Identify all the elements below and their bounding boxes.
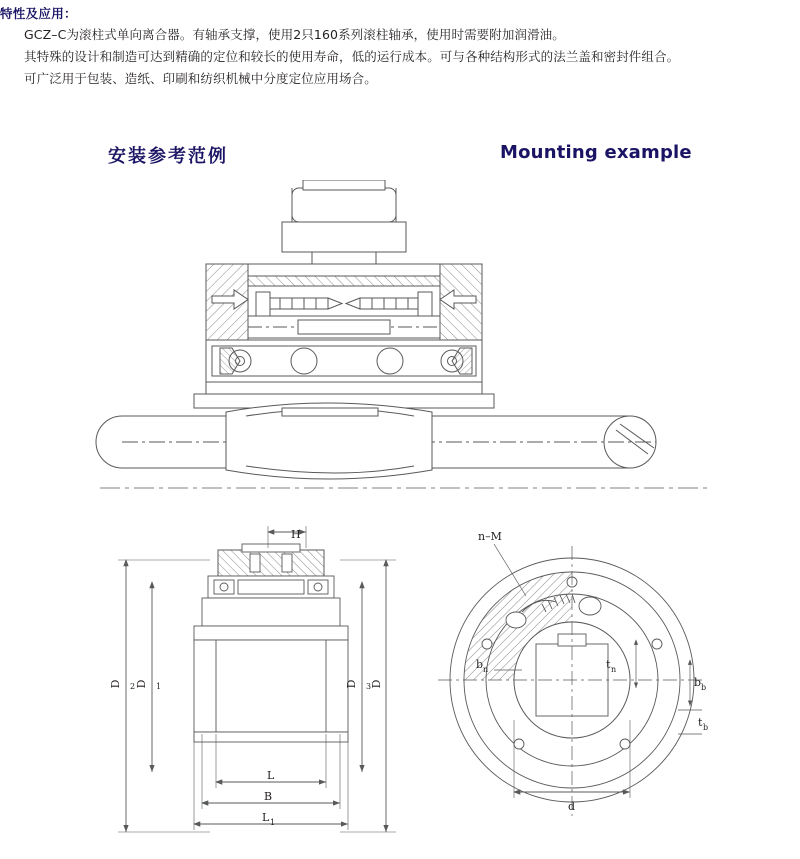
paragraph-1: GCZ–C为滚柱式单向离合器。有轴承支撑，使用2只160系列滚柱轴承，使用时需要附加润滑油。 (24, 27, 565, 42)
figure-headings (0, 142, 800, 176)
label-L1: L (262, 811, 270, 824)
intro-text-block (0, 0, 800, 90)
label-tn-sub: n (611, 665, 617, 674)
dimension-figure (90, 520, 730, 854)
label-H: H (291, 528, 301, 541)
label-nM: n–M (478, 530, 502, 543)
label-D: D (370, 679, 383, 689)
label-D3: D (345, 679, 358, 689)
label-bn-sub: n (483, 665, 489, 674)
label-D1-sub: 1 (156, 682, 162, 691)
label-D2-sub: 2 (130, 682, 136, 691)
paragraph-3: 可广泛用于包装、造纸、印刷和纺织机械中分度定位应用场合。 (24, 70, 377, 86)
label-D1: D (135, 679, 148, 689)
label-D3-sub: 3 (366, 682, 372, 691)
label-d: d (568, 800, 576, 813)
label-bn: b (476, 658, 484, 671)
label-tb-sub: b (703, 723, 709, 732)
label-tn: t (606, 658, 611, 671)
heading-english: Mounting example (500, 142, 692, 163)
label-bb: b (694, 676, 702, 689)
heading-chinese: 安装参考范例 (108, 146, 228, 167)
paragraph-2: 其特殊的设计和制造可达到精确的定位和较长的使用寿命，低的运行成本。可与各种结构形式的法兰盖和密封件组合。 (24, 48, 680, 64)
label-L1-sub: 1 (270, 818, 276, 827)
mounting-example-figure (60, 180, 750, 514)
section-title: 特性及应用： (0, 6, 77, 21)
label-bb-sub: b (701, 683, 707, 692)
label-L: L (267, 769, 275, 782)
label-tb: t (698, 716, 703, 729)
label-B: B (264, 790, 273, 803)
label-D2: D (109, 679, 122, 689)
